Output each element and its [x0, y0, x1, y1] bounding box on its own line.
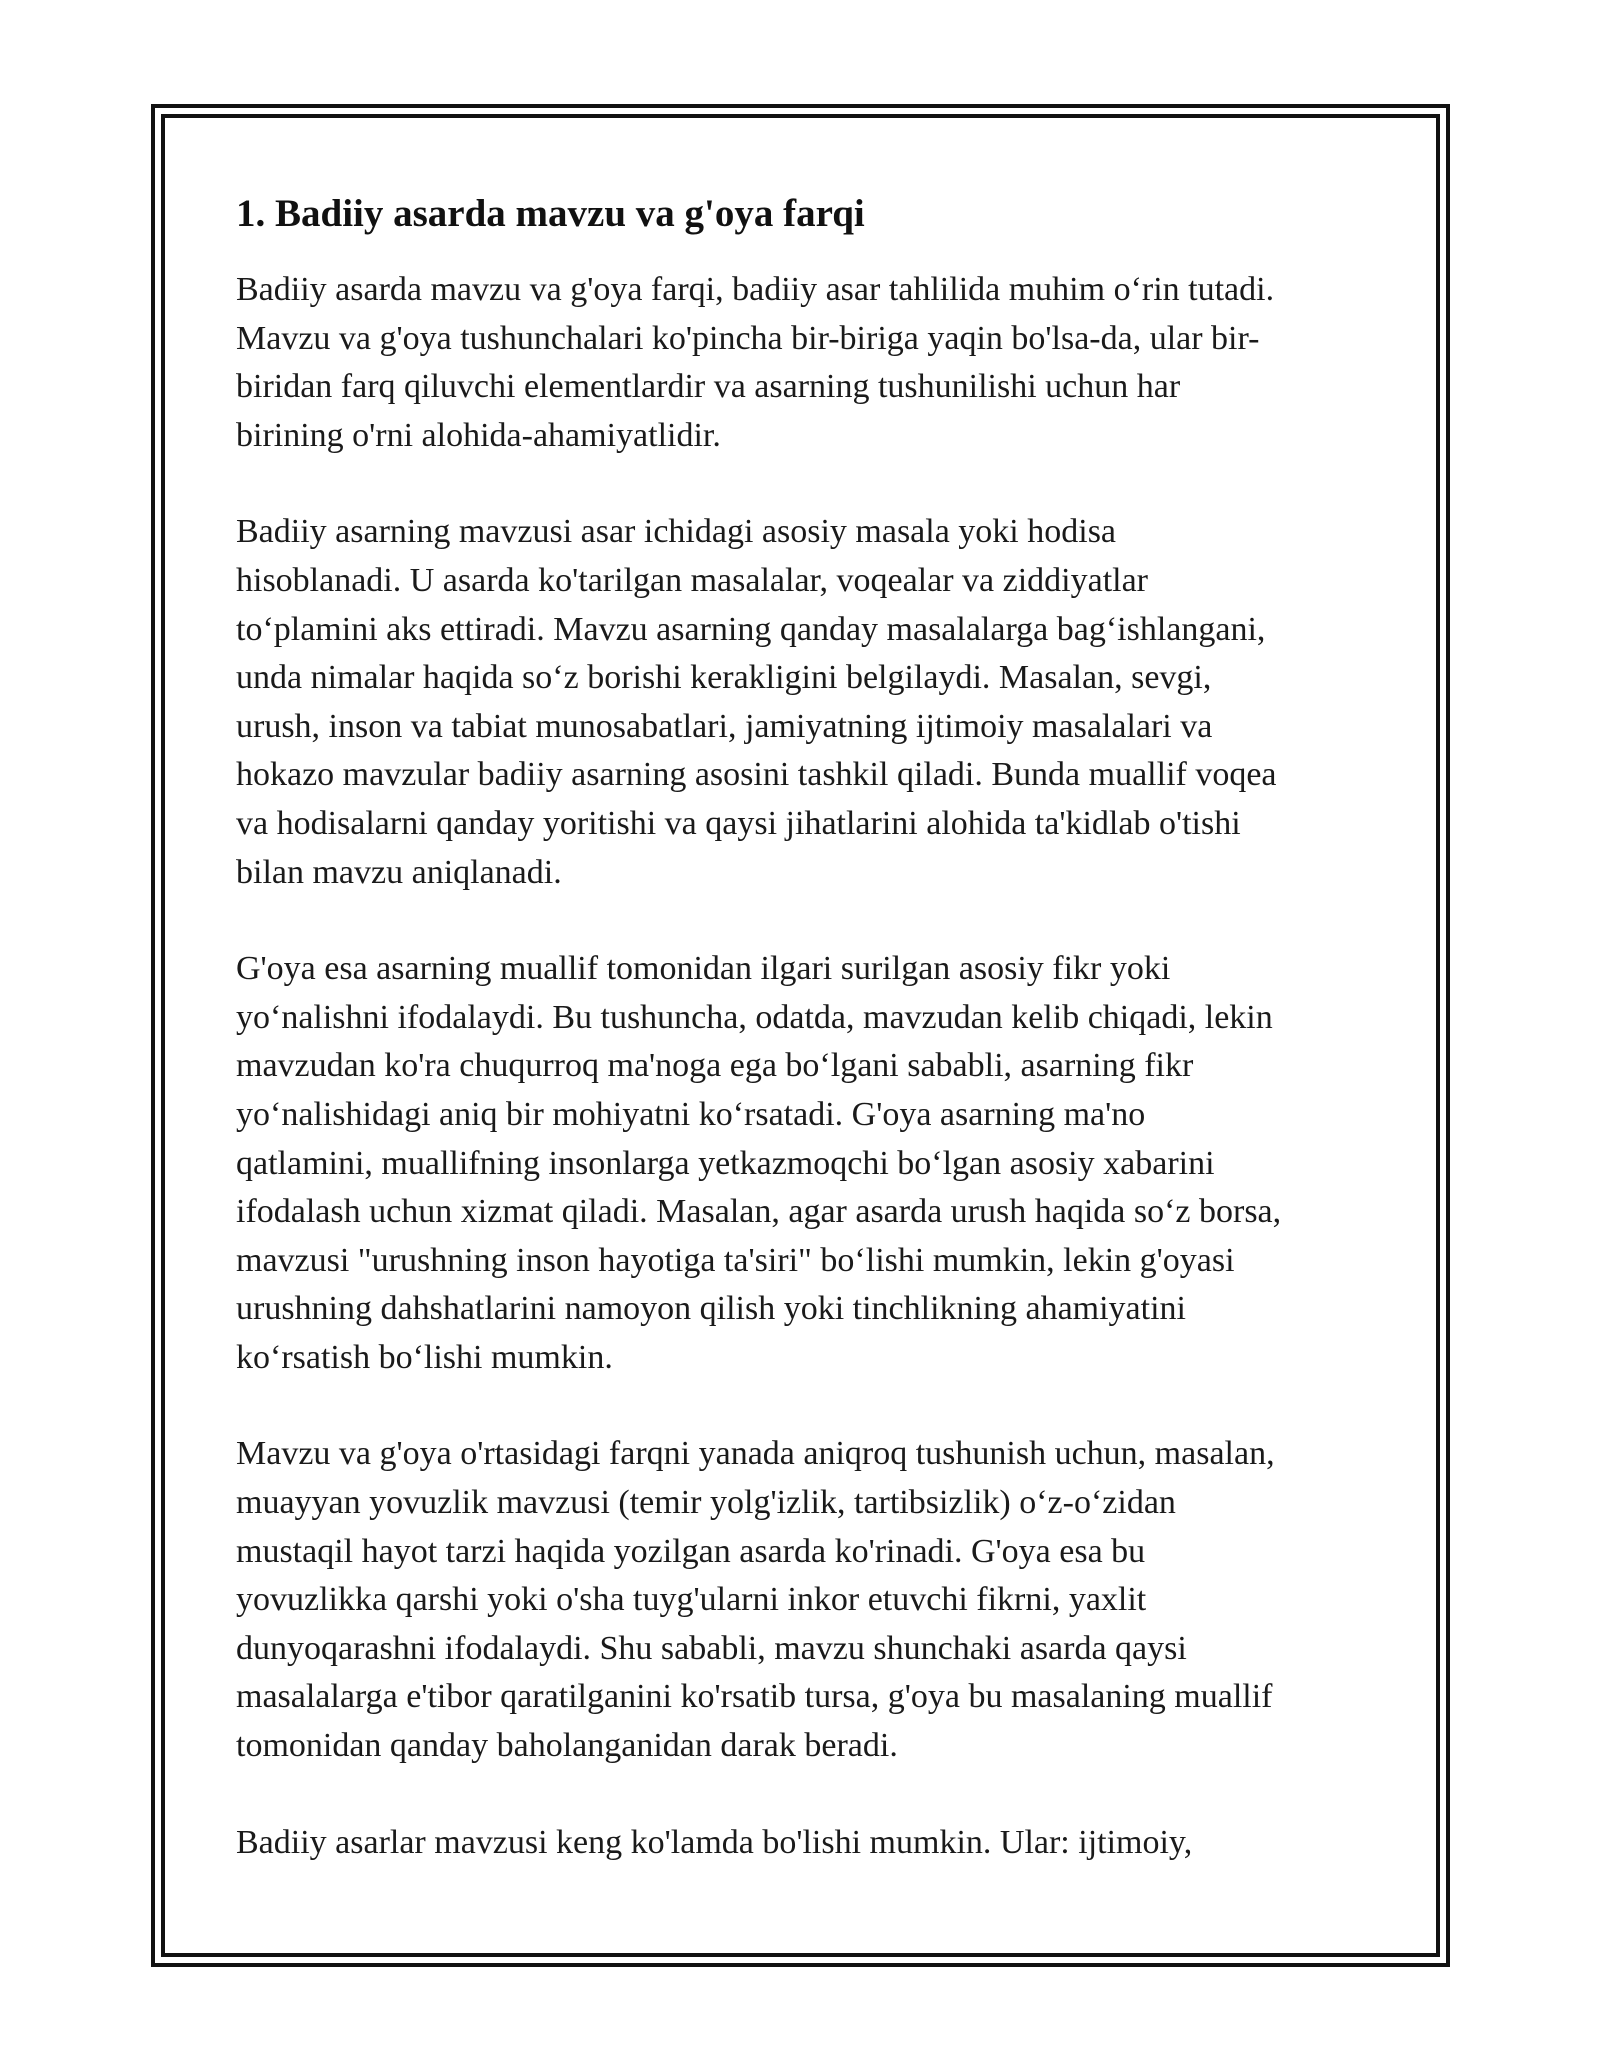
paragraph-3	[236, 945, 1376, 1382]
text-line: ifodalash uchun xizmat qiladi. Masalan, agar asarda urush haqida so‘z borsa,	[236, 1193, 1282, 1231]
paragraph-4	[236, 1430, 1376, 1770]
text-line: urush, inson va tabiat munosabatlari, jamiyatning ijtimoiy masalalari va	[236, 707, 1213, 745]
text-line: yo‘nalishni ifodalaydi. Bu tushuncha, odatda, mavzudan kelib chiqadi, lekin	[236, 998, 1273, 1036]
text-line: ko‘rsatish bo‘lishi mumkin.	[236, 1338, 613, 1376]
document-body	[236, 188, 1376, 1915]
text-line: Mavzu va g'oya tushunchalari ko'pincha bir-biriga yaqin bo'lsa-da, ular bir-	[236, 319, 1260, 357]
text-line: unda nimalar haqida so‘z borishi kerakligini belgilaydi. Masalan, sevgi,	[236, 659, 1212, 697]
text-line: mustaqil hayot tarzi haqida yozilgan asarda ko'rinadi. G'oya esa bu	[236, 1532, 1146, 1570]
text-line: G'oya esa asarning muallif tomonidan ilgari surilgan asosiy fikr yoki	[236, 950, 1171, 988]
text-line: urushning dahshatlarini namoyon qilish yoki tinchlikning ahamiyatini	[236, 1290, 1186, 1328]
text-line: Mavzu va g'oya o'rtasidagi farqni yanada aniqroq tushunish uchun, masalan,	[236, 1435, 1275, 1473]
text-line: va hodisalarni qanday yoritishi va qaysi jihatlarini alohida ta'kidlab o'tishi	[236, 804, 1241, 842]
text-line: masalalarga e'tibor qaratilganini ko'rsatib tursa, g'oya bu masalaning muallif	[236, 1678, 1273, 1716]
text-line: yovuzlikka qarshi yoki o'sha tuyg'ularni inkor etuvchi fikrni, yaxlit	[236, 1581, 1147, 1619]
text-line: birining o'rni alohida-ahamiyatlidir.	[236, 416, 721, 454]
text-line: to‘plamini aks ettiradi. Mavzu asarning qanday masalalarga bag‘ishlangani,	[236, 610, 1266, 648]
text-line: biridan farq qiluvchi elementlardir va asarning tushunilishi uchun har	[236, 368, 1181, 406]
text-line: tomonidan qanday baholanganidan darak beradi.	[236, 1727, 898, 1765]
text-line: dunyoqarashni ifodalaydi. Shu sababli, mavzu shunchaki asarda qaysi	[236, 1629, 1187, 1667]
text-line: qatlamini, muallifning insonlarga yetkazmoqchi bo‘lgan asosiy xabarini	[236, 1144, 1215, 1182]
text-line: hisoblanadi. U asarda ko'tarilgan masalalar, voqealar va ziddiyatlar	[236, 561, 1149, 599]
text-line: mavzudan ko'ra chuqurroq ma'noga ega bo‘lgani sababli, asarning fikr	[236, 1047, 1194, 1085]
text-line: bilan mavzu aniqlanadi.	[236, 853, 562, 891]
section-heading: 1. Badiiy asarda mavzu va g'oya farqi	[236, 192, 865, 235]
text-line: yo‘nalishidagi aniq bir mohiyatni ko‘rsatadi. G'oya asarning ma'no	[236, 1095, 1146, 1133]
text-line: muayyan yovuzlik mavzusi (temir yolg'izlik, tartibsizlik) o‘z-o‘zidan	[236, 1484, 1176, 1522]
text-line: Badiiy asarlar mavzusi keng ko'lamda bo'lishi mumkin. Ular: ijtimoiy,	[236, 1823, 1193, 1861]
paragraph-1	[236, 266, 1376, 460]
text-line: hokazo mavzular badiiy asarning asosini tashkil qiladi. Bunda muallif voqea	[236, 756, 1277, 794]
text-line: Badiiy asarning mavzusi asar ichidagi asosiy masala yoki hodisa	[236, 513, 1117, 551]
text-line: Badiiy asarda mavzu va g'oya farqi, badiiy asar tahlilida muhim o‘rin tutadi.	[236, 271, 1275, 308]
paragraph-2	[236, 508, 1376, 897]
paragraph-5	[236, 1819, 1376, 1868]
text-line: mavzusi "urushning inson hayotiga ta'siri" bo‘lishi mumkin, lekin g'oyasi	[236, 1241, 1235, 1279]
